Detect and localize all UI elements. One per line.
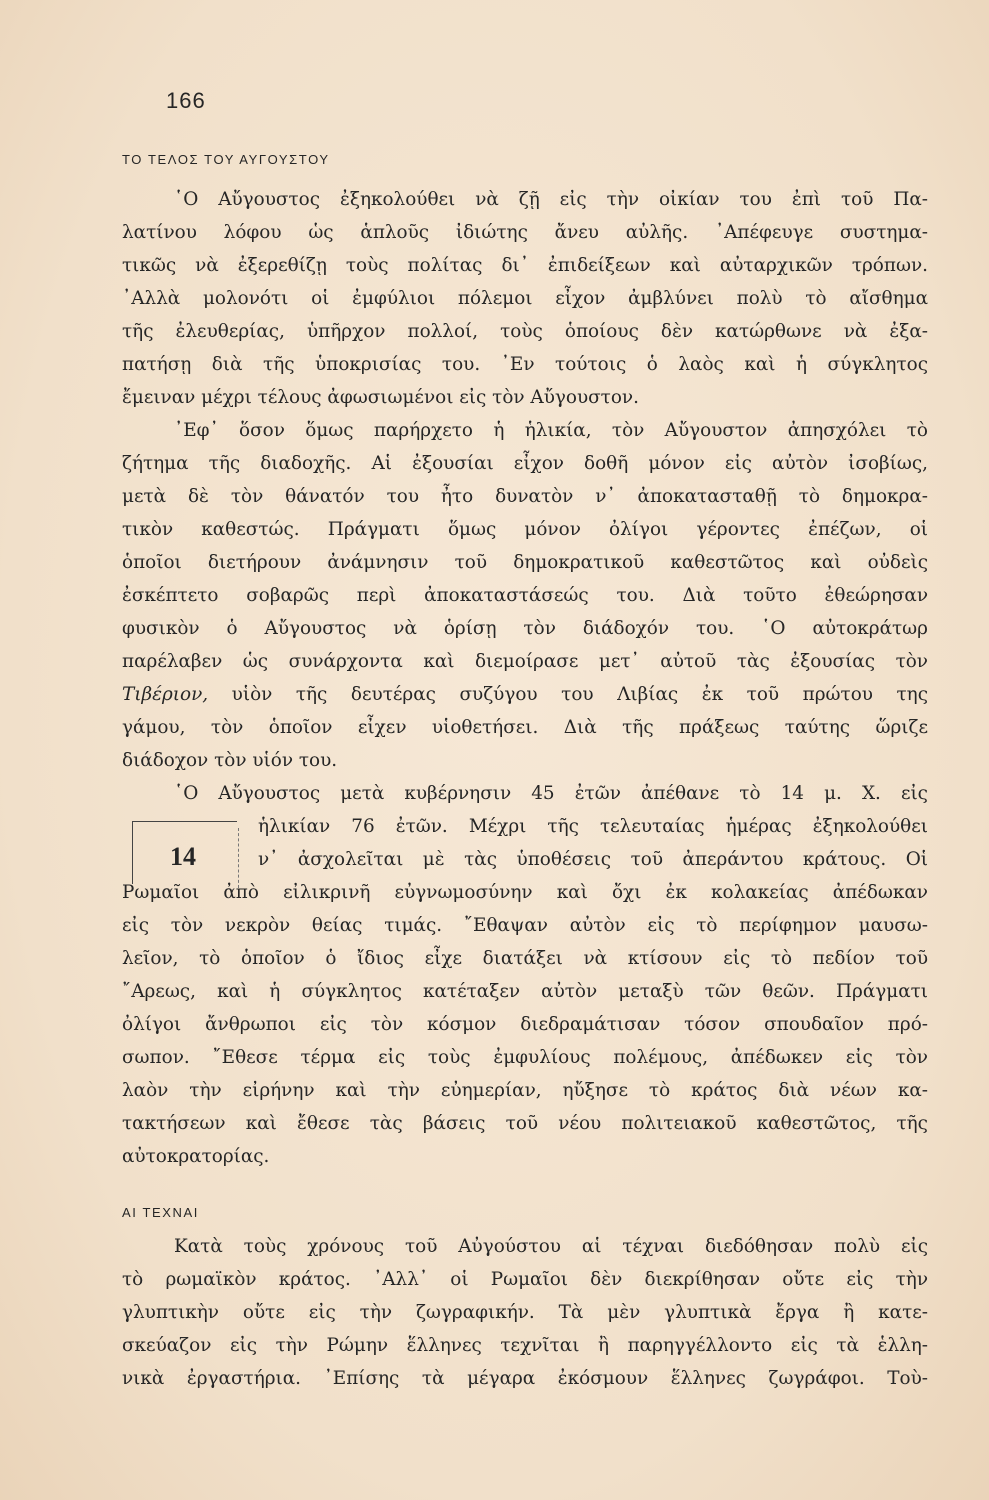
text-line: σωπον. ῎Εθεσε τέρμα εἰς τοὺς ἐμφυλίους πολέμους, ἀπέδωκεν εἰς τὸν: [122, 1047, 928, 1068]
text-line: ὁποῖοι διετήρουν ἀνάμνησιν τοῦ δημοκρατικοῦ καθεστῶτος καὶ οὐδεὶς: [122, 552, 928, 573]
text-line: ν᾿ ἀσχολεῖται μὲ τὰς ὑποθέσεις τοῦ ἀπεράντου κράτους. Οἱ: [258, 849, 928, 870]
text-line: γλυπτικὴν οὔτε εἰς τὴν ζωγραφικήν. Τὰ μὲν γλυπτικὰ ἔργα ἢ κατε-: [122, 1302, 928, 1323]
text-line: φυσικὸν ὁ Αὔγουστος νὰ ὁρίσῃ τὸν διάδοχόν του. ῾Ο αὐτοκράτωρ: [122, 618, 928, 639]
text-line: Ρωμαῖοι ἀπὸ εἰλικρινῆ εὐγνωμοσύνην καὶ ὄχι ἐκ κολακείας ἀπέδωκαν: [122, 882, 928, 903]
text-line: νικὰ ἐργαστήρια. ᾿Επίσης τὰ μέγαρα ἐκόσμουν ἕλληνες ζωγράφοι. Τοὺ-: [122, 1368, 928, 1389]
text-line: Κατὰ τοὺς χρόνους τοῦ Αὐγούστου αἱ τέχναι διεδόθησαν πολὺ εἰς: [174, 1236, 928, 1257]
text-line: τικὸν καθεστώς. Πράγματι ὅμως μόνον ὀλίγοι γέροντες ἐπέζων, οἱ: [122, 519, 928, 540]
text-line: ᾿Αλλὰ μολονότι οἱ ἐμφύλιοι πόλεμοι εἶχον ἀμβλύνει πολὺ τὸ αἴσθημα: [122, 288, 928, 309]
margin-date-number: 14: [170, 842, 196, 871]
text-line: σκεύαζον εἰς τὴν Ρώμην ἕλληνες τεχνῖται ἢ παρηγγέλλοντο εἰς τὰ ἑλλη-: [122, 1335, 928, 1356]
text-line: εἰς τὸν νεκρὸν θείας τιμάς. ῎Εθαψαν αὐτὸν εἰς τὸ περίφημον μαυσω-: [122, 915, 928, 936]
section-heading-the-arts: ΑΙ ΤΕΧΝΑΙ: [122, 1205, 200, 1220]
text-line: ᾿Εφ᾿ ὅσον ὅμως παρήρχετο ἡ ἡλικία, τὸν Αὔγουστον ἀπησχόλει τὸ: [174, 420, 928, 441]
text-line: ἐσκέπτετο σοβαρῶς περὶ ἀποκαταστάσεώς του. Διὰ τοῦτο ἐθεώρησαν: [122, 585, 928, 606]
text-line: τακτήσεων καὶ ἔθεσε τὰς βάσεις τοῦ νέου πολιτειακοῦ καθεστῶτος, τῆς: [122, 1113, 928, 1134]
text-line: τὸ ρωμαϊκὸν κράτος. ᾿Αλλ᾿ οἱ Ρωμαῖοι δὲν διεκρίθησαν οὔτε εἰς τὴν: [122, 1269, 928, 1290]
text-line: τῆς ἐλευθερίας, ὑπῆρχον πολλοί, τοὺς ὁποίους δὲν κατώρθωνε νὰ ἐξα-: [122, 321, 928, 342]
text-line: ὀλίγοι ἄνθρωποι εἰς τὸν κόσμον διεδραμάτισαν τόσον σπουδαῖον πρό-: [122, 1014, 928, 1035]
text-line: ζήτημα τῆς διαδοχῆς. Αἱ ἐξουσίαι εἶχον δοθῆ μόνον εἰς αὐτὸν ἰσοβίως,: [122, 453, 928, 474]
section-heading-end-of-augustus: ΤΟ ΤΕΛΟΣ ΤΟΥ ΑΥΓΟΥΣΤΟΥ: [122, 152, 330, 167]
page-number: 166: [166, 88, 206, 113]
text-line-rest: υἱὸν τῆς δευτέρας συζύγου του Λιβίας ἐκ τοῦ πρώτου της: [231, 684, 928, 705]
text-line: λεῖον, τὸ ὁποῖον ὁ ἴδιος εἶχε διατάξει νὰ κτίσουν εἰς τὸ πεδίον τοῦ: [122, 948, 928, 969]
text-line: ῾Ο Αὔγουστος μετὰ κυβέρνησιν 45 ἐτῶν ἀπέθανε τὸ 14 μ. Χ. εἰς: [174, 783, 928, 804]
text-line: τικῶς νὰ ἐξερεθίζῃ τοὺς πολίτας δι᾿ ἐπιδείξεων καὶ αὐταρχικῶν τρόπων.: [122, 255, 928, 276]
paragraph-succession: [122, 414, 928, 777]
text-line: γάμου, τὸν ὁποῖον εἶχεν υἱοθετήσει. Διὰ τῆς πράξεως ταύτης ὥριζε: [122, 717, 928, 738]
text-line: διάδοχον τὸν υἱόν του.: [122, 750, 338, 771]
text-line: ῾Ο Αὔγουστος ἐξηκολούθει νὰ ζῇ εἰς τὴν οἰκίαν του ἐπὶ τοῦ Πα-: [174, 189, 928, 210]
text-line: λαὸν τὴν εἰρήνην καὶ τὴν εὐημερίαν, ηὔξησε τὸ κράτος διὰ νέων κα-: [122, 1080, 928, 1101]
text-line: ἔμειναν μέχρι τέλους ἀφωσιωμένοι εἰς τὸν Αὔγουστον.: [122, 387, 639, 408]
paragraph-death-of-augustus: [122, 777, 928, 1173]
text-line: πατήσῃ διὰ τῆς ὑποκρισίας του. ᾿Εν τούτοις ὁ λαὸς καὶ ἡ σύγκλητος: [122, 354, 928, 375]
paragraph-arts: [122, 1230, 928, 1395]
italic-name-tiberius: Τιβέριον,: [122, 684, 209, 705]
text-line: ἡλικίαν 76 ἐτῶν. Μέχρι τῆς τελευταίας ἡμέρας ἐξηκολούθει: [258, 816, 928, 837]
text-line: αὐτοκρατορίας.: [122, 1146, 270, 1167]
text-line: ῎Αρεως, καὶ ἡ σύγκλητος κατέταξεν αὐτὸν μεταξὺ τῶν θεῶν. Πράγματι: [122, 981, 928, 1002]
paragraph-augustus-private-life: [122, 183, 928, 414]
text-line-with-italic-name: [122, 678, 928, 711]
text-line: μετὰ δὲ τὸν θάνατόν του ἦτο δυνατὸν ν᾿ ἀποκατασταθῇ τὸ δημοκρα-: [122, 486, 928, 507]
text-line: παρέλαβεν ὡς συνάρχοντα καὶ διεμοίρασε μετ᾿ αὐτοῦ τὰς ἐξουσίας τὸν: [122, 651, 928, 672]
text-line: λατίνου λόφου ὡς ἁπλοῦς ἰδιώτης ἄνευ αὐλῆς. ᾿Απέφευγε συστημα-: [122, 222, 928, 243]
